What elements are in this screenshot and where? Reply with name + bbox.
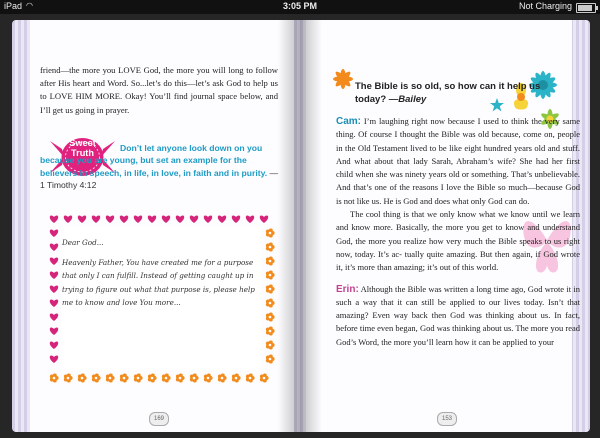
heart-icon <box>92 216 100 223</box>
heart-icon <box>50 258 58 265</box>
flower-icon <box>162 374 171 383</box>
flower-icon <box>218 374 227 383</box>
journal-prayer <box>62 236 262 316</box>
question-heading <box>355 80 545 106</box>
journal-prayer-text: Heavenly Father, You have created me for a purpose that only I can fulfill. Instead of getting caught up in trying to figure out what that purpose is, please help me to know and love You more... <box>62 257 255 307</box>
battery-icon <box>576 3 596 13</box>
heart-icon <box>204 216 212 223</box>
flower-icon <box>190 374 199 383</box>
heart-icon <box>162 216 170 223</box>
flower-icon <box>266 327 275 336</box>
cam-paragraph-1: I’m laughing right now because I used to think the very same thing. Of course I thought the Bible was old because, come on, people in the Old Testament lived to be like eight hundred years old and stuff. And what about that lady Sarah, Abraham’s wife? She had her first child when she was ninety years old or something. That’s unbelievable. And that’s one of the reasons I love the Bible so much—because God is not like us. He is God and does what only God can do. <box>336 116 580 206</box>
clock: 3:05 PM <box>282 1 317 11</box>
right-body <box>336 115 580 349</box>
heart-icon <box>50 216 58 223</box>
flower-icon <box>266 341 275 350</box>
heart-icon <box>78 216 86 223</box>
wifi-icon: ◠ <box>26 1 33 10</box>
flower-icon <box>266 285 275 294</box>
flower-icon <box>266 299 275 308</box>
verse-reference: —1 Timothy 4:12 <box>40 167 279 191</box>
book-view[interactable] <box>0 14 600 438</box>
sweet-truth-line2: Truth <box>71 148 94 158</box>
flower-icon <box>246 374 255 383</box>
flower-icon <box>134 374 143 383</box>
heart-icon <box>232 216 240 223</box>
page-number-right: 153 <box>437 412 457 426</box>
page-number-left: 169 <box>149 412 169 426</box>
heart-icon <box>260 216 268 223</box>
speaker-cam: Cam: <box>336 116 362 127</box>
flower-icon <box>120 374 129 383</box>
flower-icon <box>64 374 73 383</box>
heart-icon <box>50 328 58 335</box>
heart-icon <box>190 216 198 223</box>
flower-icon <box>266 229 275 238</box>
flower-icon <box>266 257 275 266</box>
question-author: —Bailey <box>388 94 427 105</box>
heart-icon <box>148 216 156 223</box>
question-text: The Bible is so old, so how can it help us today? <box>355 81 541 105</box>
sweet-truth-line1: Sweet <box>69 138 96 148</box>
flower-icon <box>50 374 59 383</box>
heart-icon <box>134 216 142 223</box>
flower-icon <box>266 313 275 322</box>
flower-icon <box>266 271 275 280</box>
status-bar <box>0 0 600 14</box>
heart-icon <box>246 216 254 223</box>
flower-icon <box>106 374 115 383</box>
heart-icon <box>106 216 114 223</box>
flower-icon <box>204 374 213 383</box>
heart-icon <box>50 230 58 237</box>
journal-greeting: Dear God... <box>62 238 104 247</box>
heart-icon <box>176 216 184 223</box>
heart-icon <box>218 216 226 223</box>
heart-icon <box>50 272 58 279</box>
flower-icon <box>232 374 241 383</box>
left-intro-paragraph: friend—the more you LOVE God, the more you will long to follow after His heart and Word. So...let’s do this—let’s ask God to help us to LOVE HIM MORE. Okay! You’ll find journal space below, and I’ll get us going in prayer. <box>40 65 278 115</box>
verse-text: Don’t let anyone look down on you because you are young, but set an example for the believers in speech, in life, in love, in faith and in purity. <box>40 143 268 178</box>
heart-icon <box>50 314 58 321</box>
heart-icon <box>120 216 128 223</box>
heart-icon <box>50 244 58 251</box>
flower-icon <box>176 374 185 383</box>
charging-status: Not Charging <box>518 1 572 11</box>
erin-paragraph: Although the Bible was written a long time ago, God wrote it in such a way that it can still be applied to our lives today. Isn’t that amazing? Even way back then God was thinking about us. In fact, before time even began, God was thinking about us. The more you read God’s Word, the more you’ll learn how it can be applied to your <box>336 283 580 347</box>
heart-icon <box>50 300 58 307</box>
cam-paragraph-2: The cool thing is that we only know what we know until we learn and know more. Basically, the more you get to know and understand God, the more you realize how very much the Bible speaks to us right now, today. It’s ac- tually quite amazing. But then again, if God wrote it, it’s more than amazing; it’s out of this world. <box>336 209 580 273</box>
heart-icon <box>50 356 58 363</box>
heart-icon <box>50 286 58 293</box>
sweet-truth-verse <box>40 142 282 192</box>
flower-icon <box>266 243 275 252</box>
flower-icon <box>328 64 358 94</box>
flower-icon <box>266 355 275 364</box>
speaker-erin: Erin: <box>336 283 359 295</box>
heart-icon <box>50 342 58 349</box>
flower-icon <box>78 374 87 383</box>
heart-icon <box>64 216 72 223</box>
flower-icon <box>260 374 269 383</box>
flower-icon <box>92 374 101 383</box>
flower-icon <box>148 374 157 383</box>
device-name: iPad <box>4 1 23 11</box>
